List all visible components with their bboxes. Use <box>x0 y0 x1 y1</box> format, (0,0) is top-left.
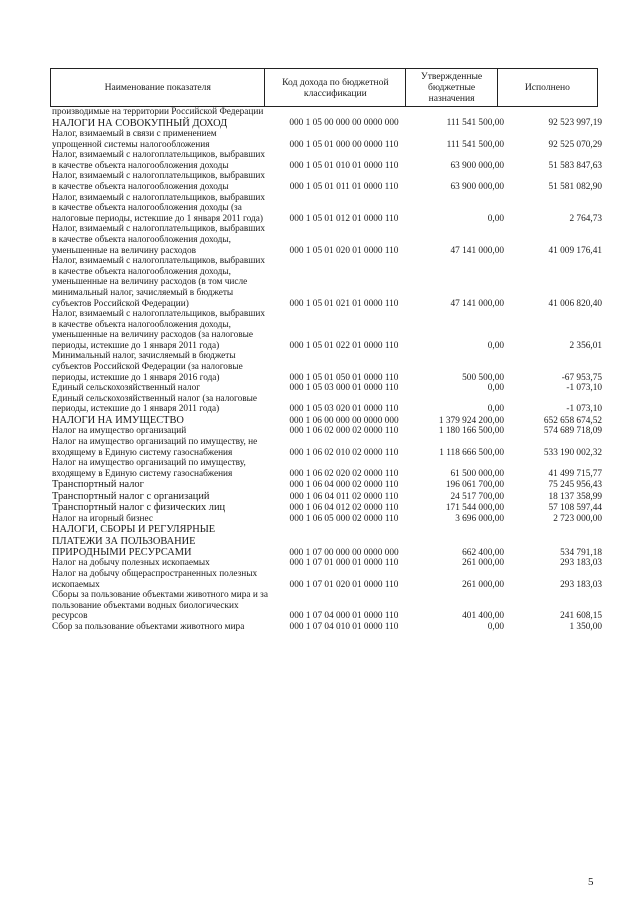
revenue-table <box>52 107 602 633</box>
row-done: 51 583 847,63 <box>548 160 602 171</box>
row-done: 293 183,03 <box>560 579 602 590</box>
row-name: Сборы за пользование объектами животного мира и за пользование объектами водных биологических ресурсов <box>52 590 268 622</box>
row-done: 75 245 956,43 <box>548 480 602 491</box>
row-name: Налог, взимаемый в связи с применением упрощенной системы налогообложения <box>52 129 217 150</box>
row-name: Налог на имущество организаций по имуществу, входящему в Единую систему газоснабжения <box>52 458 246 479</box>
row-plan: 1 118 666 500,00 <box>439 447 504 458</box>
row-done: 92 523 997,19 <box>548 118 602 129</box>
row-plan: 0,00 <box>487 622 504 632</box>
row-done: 533 190 002,32 <box>543 447 602 458</box>
table-row <box>52 590 602 622</box>
table-row <box>52 394 602 415</box>
row-plan: 401 400,00 <box>462 611 504 622</box>
table-row <box>52 426 602 437</box>
row-plan: 3 696 000,00 <box>455 513 504 524</box>
row-name: НАЛОГИ НА СОВОКУПНЫЙ ДОХОД <box>52 117 228 129</box>
row-code: 000 1 05 01 021 01 0000 110 <box>289 298 399 309</box>
table-row <box>52 107 602 118</box>
table-row <box>52 524 602 558</box>
row-done: -1 073,10 <box>566 404 602 415</box>
row-code: 000 1 05 01 012 01 0000 110 <box>289 213 399 224</box>
row-plan: 63 900 000,00 <box>450 181 504 192</box>
row-name: Налог на добычу общераспространенных полезных ископаемых <box>52 569 258 590</box>
table-row <box>52 256 602 309</box>
row-done: 92 525 070,29 <box>548 139 602 150</box>
row-code: 000 1 05 03 000 01 0000 110 <box>289 383 399 394</box>
row-code: 000 1 07 04 010 01 0000 110 <box>289 622 399 632</box>
row-done: 2 764,73 <box>569 213 602 224</box>
row-code: 000 1 05 00 000 00 0000 000 <box>289 118 399 129</box>
row-name: Налог на добычу полезных ископаемых <box>52 558 210 569</box>
row-done: 293 183,03 <box>560 558 602 569</box>
row-done: 41 006 820,40 <box>548 298 602 309</box>
row-plan: 47 141 000,00 <box>450 245 504 256</box>
table-row <box>52 383 602 394</box>
table-row <box>52 351 602 383</box>
row-plan: 1 379 924 200,00 <box>438 415 504 426</box>
table-row <box>52 569 602 590</box>
row-plan: 0,00 <box>487 213 504 224</box>
row-name: Налог, взимаемый с налогоплательщиков, выбравших в качестве объекта налогообложения доходы, уменьшенные на величину расходов (за налоговые периоды, истекшие до 1 января 2011 года) <box>52 309 266 351</box>
row-done: 2 356,01 <box>569 340 602 351</box>
row-plan: 1 180 166 500,00 <box>438 426 504 437</box>
table-row <box>52 514 602 525</box>
row-code: 000 1 05 01 000 00 0000 110 <box>289 139 399 150</box>
row-plan: 171 544 000,00 <box>445 503 504 514</box>
row-code: 000 1 07 01 000 01 0000 110 <box>289 558 399 569</box>
row-plan: 24 517 700,00 <box>450 491 504 502</box>
row-plan: 0,00 <box>487 383 504 394</box>
row-plan <box>416 107 504 118</box>
row-plan: 47 141 000,00 <box>450 298 504 309</box>
row-plan: 261 000,00 <box>462 579 504 590</box>
row-done: 241 608,15 <box>560 611 602 622</box>
row-plan: 662 400,00 <box>462 547 504 558</box>
table-header <box>50 68 598 107</box>
row-code: 000 1 06 02 010 02 0000 110 <box>289 447 399 458</box>
row-name: НАЛОГИ НА ИМУЩЕСТВО <box>52 415 184 427</box>
header-plan: Утвержденные бюджетные назначения <box>406 69 498 107</box>
row-plan: 261 000,00 <box>462 558 504 569</box>
row-name: Транспортный налог <box>52 479 144 491</box>
row-code: 000 1 05 01 050 01 0000 110 <box>289 372 399 383</box>
row-plan: 500 500,00 <box>462 372 504 383</box>
table-row <box>52 224 602 256</box>
row-done: 574 689 718,09 <box>543 426 602 437</box>
table-row <box>52 129 602 150</box>
row-name: Сбор за пользование объектами животного мира <box>52 622 245 632</box>
table-row <box>52 458 602 479</box>
header-code: Код дохода по бюджетной классификации <box>265 69 406 107</box>
row-code: 000 1 05 01 011 01 0000 110 <box>289 181 399 192</box>
row-code <box>272 107 416 118</box>
table-row <box>52 150 602 171</box>
row-name: Налог, взимаемый с налогоплательщиков, выбравших в качестве объекта налогообложения доходы <box>52 150 266 171</box>
header-name: Наименование показателя <box>51 69 265 107</box>
row-code: 000 1 05 03 020 01 0000 110 <box>289 404 399 415</box>
table-row <box>52 193 602 225</box>
table-row <box>52 558 602 569</box>
table-row <box>52 491 602 502</box>
row-done: 534 791,18 <box>560 547 602 558</box>
table-row <box>52 479 602 490</box>
row-name: Налог, взимаемый с налогоплательщиков, выбравших в качестве объекта налогообложения доходы <box>52 171 266 192</box>
row-code: 000 1 07 04 000 01 0000 110 <box>289 611 399 622</box>
row-done: 41 009 176,41 <box>548 245 602 256</box>
row-done: 1 350,00 <box>569 622 602 632</box>
row-done: 57 108 597,44 <box>548 503 602 514</box>
row-code: 000 1 07 00 000 00 0000 000 <box>289 547 399 558</box>
table-row <box>52 502 602 513</box>
row-plan: 0,00 <box>487 340 504 351</box>
row-done: 51 581 082,90 <box>548 181 602 192</box>
row-code: 000 1 05 01 022 01 0000 110 <box>289 340 399 351</box>
row-plan: 196 061 700,00 <box>445 480 504 491</box>
row-name: Налог, взимаемый с налогоплательщиков, выбравших в качестве объекта налогообложения доходы, уменьшенные на величину расходов (в том числе минимальный налог, зачисляемый в бюджеты субъектов Российской Федерации) <box>52 256 266 309</box>
row-done: 18 137 358,99 <box>548 491 602 502</box>
row-done: 41 499 715,77 <box>548 468 602 479</box>
row-name: Транспортный налог с организаций <box>52 490 210 502</box>
row-name: Минимальный налог, зачисляемый в бюджеты субъектов Российской Федерации (за налоговые периоды, истекшие до 1 января 2016 года) <box>52 351 243 383</box>
row-plan: 63 900 000,00 <box>450 160 504 171</box>
row-plan: 111 541 500,00 <box>446 139 504 150</box>
row-name: Налог на игорный бизнес <box>52 513 153 524</box>
row-code: 000 1 06 02 020 02 0000 110 <box>289 468 399 479</box>
row-name: НАЛОГИ, СБОРЫ И РЕГУЛЯРНЫЕ ПЛАТЕЖИ ЗА ПОЛЬЗОВАНИЕ ПРИРОДНЫМИ РЕСУРСАМИ <box>52 524 216 559</box>
row-code: 000 1 07 01 020 01 0000 110 <box>289 579 399 590</box>
row-plan: 0,00 <box>487 404 504 415</box>
row-done: -67 953,75 <box>561 372 602 383</box>
row-name: Налог, взимаемый с налогоплательщиков, выбравших в качестве объекта налогообложения доходы (за налоговые периоды, истекшие до 1 января 2011 года) <box>52 192 266 224</box>
row-done <box>504 107 602 118</box>
row-name: Единый сельскохозяйственный налог <box>52 383 201 394</box>
table-row <box>52 622 602 633</box>
row-name: Налог, взимаемый с налогоплательщиков, выбравших в качестве объекта налогообложения доходы, уменьшенные на величину расходов <box>52 224 266 256</box>
row-code: 000 1 06 05 000 02 0000 110 <box>289 513 399 524</box>
row-code: 000 1 06 04 000 02 0000 110 <box>289 480 399 491</box>
row-code: 000 1 05 01 010 01 0000 110 <box>289 160 399 171</box>
row-done: 2 723 000,00 <box>553 513 602 524</box>
header-done: Исполнено <box>497 69 597 107</box>
row-done: -1 073,10 <box>566 383 602 394</box>
table-row <box>52 171 602 192</box>
row-name: Единый сельскохозяйственный налог (за налоговые периоды, истекшие до 1 января 2011 года) <box>52 393 258 415</box>
row-name: Налог на имущество организаций <box>52 426 187 437</box>
table-row <box>52 309 602 351</box>
row-plan: 61 500 000,00 <box>450 468 504 479</box>
table-row <box>52 437 602 458</box>
row-plan: 111 541 500,00 <box>446 118 504 129</box>
row-done: 652 658 674,52 <box>543 415 602 426</box>
row-name: производимые на территории Российской Федерации <box>52 107 264 117</box>
row-name: Налог на имущество организаций по имуществу, не входящему в Единую систему газоснабжения <box>52 437 258 458</box>
row-name: Транспортный налог с физических лиц <box>52 502 226 514</box>
row-code: 000 1 06 04 011 02 0000 110 <box>289 491 399 502</box>
page-number: 5 <box>588 876 594 888</box>
table-row <box>52 415 602 426</box>
row-code: 000 1 05 01 020 01 0000 110 <box>289 245 399 256</box>
row-code: 000 1 06 04 012 02 0000 110 <box>289 503 399 514</box>
row-code: 000 1 06 02 000 02 0000 110 <box>289 426 399 437</box>
table-row <box>52 118 602 129</box>
row-code: 000 1 06 00 000 00 0000 000 <box>289 415 399 426</box>
